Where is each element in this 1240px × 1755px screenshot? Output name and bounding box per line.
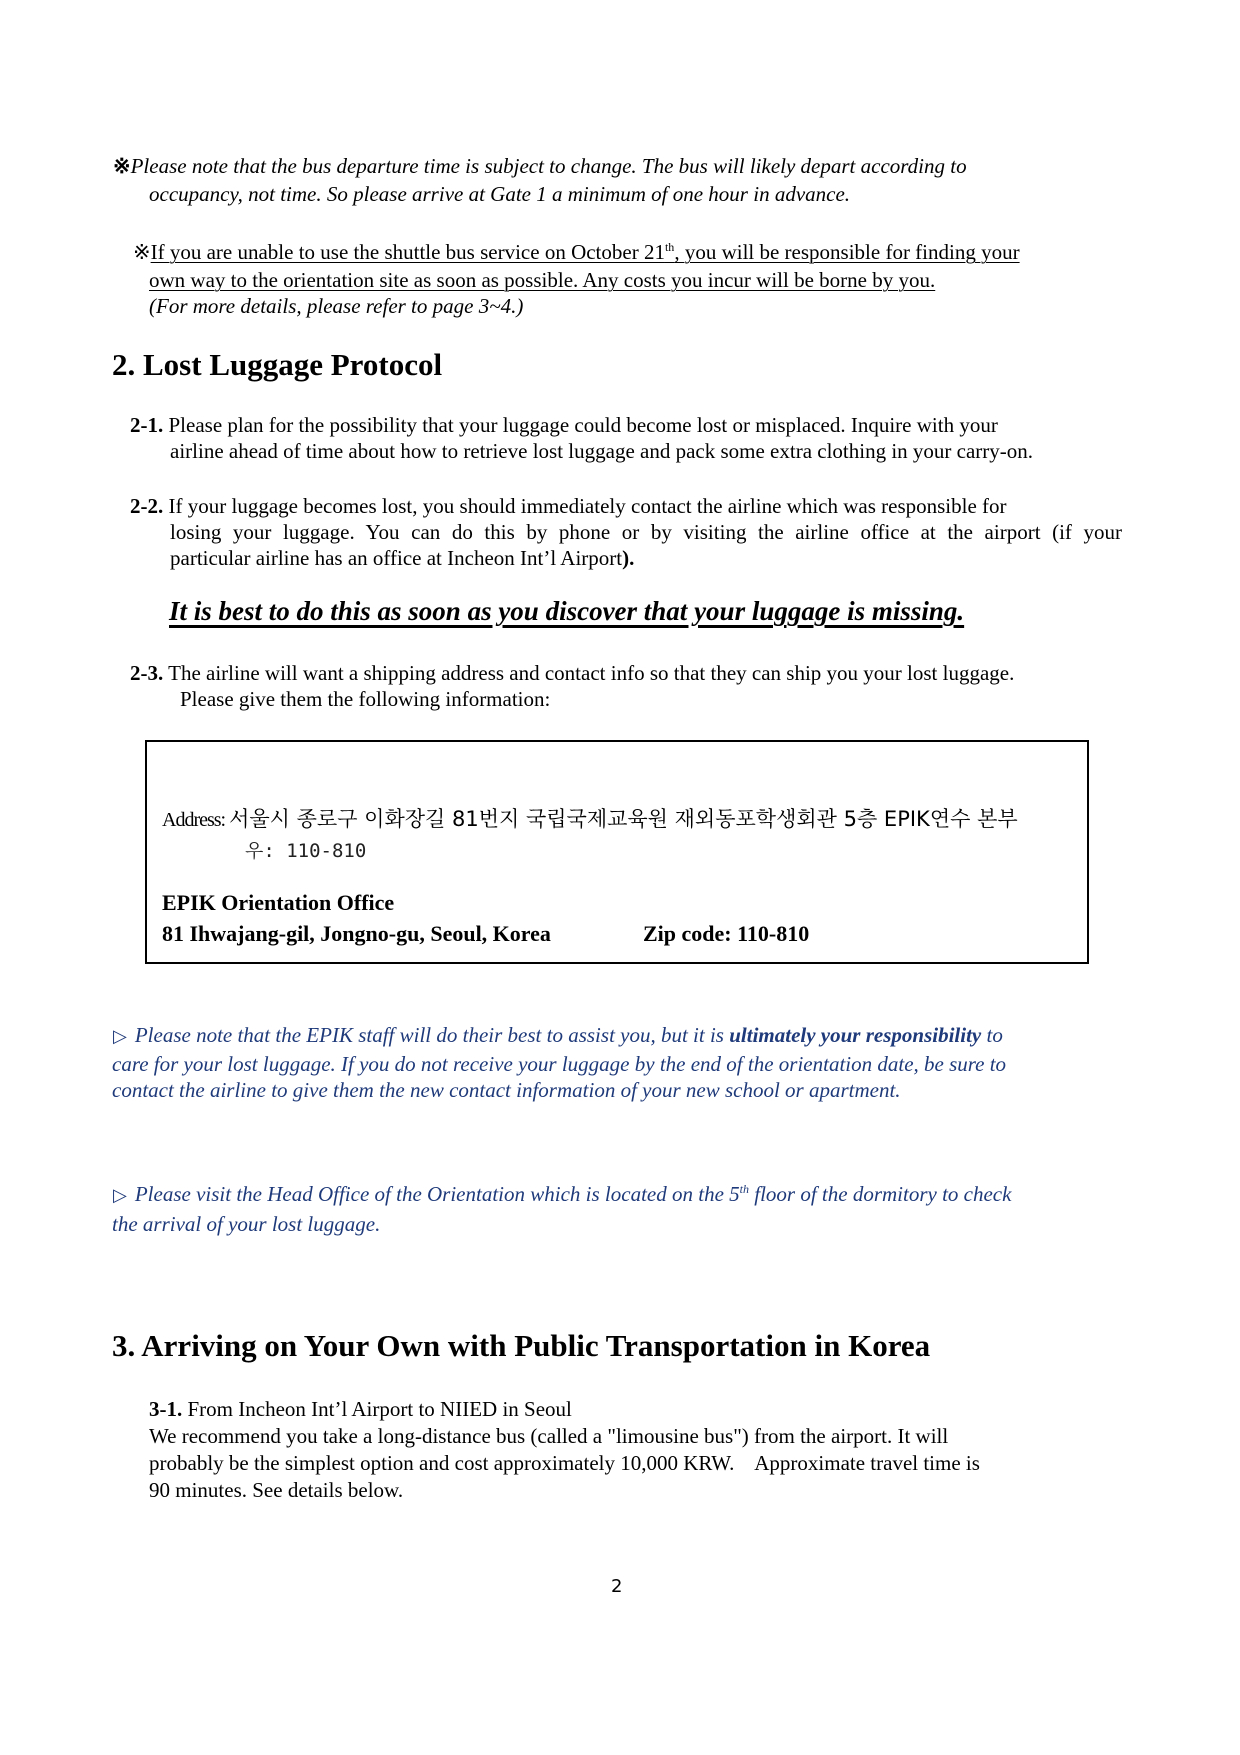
reference-mark-icon: ※	[133, 240, 151, 264]
item-number: 3-1.	[149, 1397, 183, 1421]
shuttle-note	[133, 238, 1133, 266]
triangle-bullet-icon: ▷	[113, 1185, 127, 1206]
notice-responsibility	[113, 1021, 1003, 1051]
item-3-1-line-3: 90 minutes. See details below.	[149, 1478, 404, 1502]
triangle-bullet-icon: ▷	[113, 1026, 127, 1047]
item-2-2-line-2: losing your luggage. You can do this by phone or by visiting the airline office at the airport (if your	[170, 520, 1122, 544]
item-text: particular airline has an office at Incheon Int’l Airport	[170, 546, 623, 570]
shuttle-note-reference: (For more details, please refer to page 3~4.)	[149, 294, 524, 318]
notice-sup: th	[739, 1182, 749, 1196]
item-2-1-line-2: airline ahead of time about how to retrieve lost luggage and pack some extra clothing in your carry-on.	[170, 439, 1034, 463]
notice-text-end: floor of the dormitory to check	[748, 1182, 1012, 1206]
item-number: 2-3.	[130, 661, 164, 685]
shuttle-note-line-2: own way to the orientation site as soon as possible. Any costs you incur will be borne by you.	[149, 268, 936, 292]
bus-departure-note	[113, 152, 1123, 180]
korean-address-line	[162, 803, 1018, 833]
shuttle-note-sup: th	[664, 240, 675, 254]
bus-note-line-2: occupancy, not time. So please arrive at Gate 1 a minimum of one hour in advance.	[149, 182, 851, 206]
notice-head-office	[113, 1180, 1011, 1210]
korean-address: 서울시 종로구 이화장길 81번지 국립국제교육원 재외동포학생회관 5층 EPIK연수 본부	[229, 807, 1018, 831]
page-number: 2	[611, 1576, 623, 1597]
office-name: EPIK Orientation Office	[162, 890, 395, 915]
item-text-end: ).	[622, 546, 635, 570]
item-3-1-line-2: probably be the simplest option and cost approximately 10,000 KRW. Approximate travel time is	[149, 1451, 980, 1475]
item-2-1	[130, 412, 1122, 438]
korean-zip: 우: 110-810	[245, 840, 367, 862]
notice-text-end: to	[981, 1023, 1003, 1047]
item-3-1-line-1: We recommend you take a long-distance bus (called a "limousine bus") from the airport. It will	[149, 1424, 949, 1448]
emphasis-statement: It is best to do this as soon as you discover that your luggage is missing.	[169, 596, 965, 626]
notice-head-office-line-2: the arrival of your lost luggage.	[112, 1212, 381, 1236]
zip-code: Zip code: 110-810	[643, 921, 810, 946]
item-3-1-title	[149, 1396, 572, 1422]
notice-responsibility-line-3: contact the airline to give them the new contact information of your new school or apartment.	[112, 1078, 901, 1102]
section-2-heading: 2. Lost Luggage Protocol	[112, 347, 443, 382]
reference-mark-icon: ※	[113, 154, 131, 178]
bus-note-line-1: Please note that the bus departure time is subject to change. The bus will likely depart according to	[130, 154, 967, 178]
notice-text: Please note that the EPIK staff will do their best to assist you, but it is	[134, 1023, 730, 1047]
item-2-2	[130, 493, 1122, 519]
item-2-2-line-3	[170, 545, 634, 571]
address-label: Address:	[162, 809, 226, 831]
notice-responsibility-line-2: care for your lost luggage. If you do not receive your luggage by the end of the orientation date, be sure to	[112, 1052, 1007, 1076]
item-2-3-line-2: Please give them the following information:	[180, 687, 551, 711]
notice-bold: ultimately your responsibility	[729, 1023, 982, 1047]
english-address: 81 Ihwajang-gil, Jongno-gu, Seoul, Korea	[162, 921, 551, 946]
notice-text: Please visit the Head Office of the Orientation which is located on the 5	[134, 1182, 740, 1206]
item-text: If your luggage becomes lost, you should immediately contact the airline which was responsible for	[168, 494, 1007, 518]
item-text: Please plan for the possibility that your luggage could become lost or misplaced. Inquire with your	[168, 413, 998, 437]
item-number: 2-2.	[130, 494, 164, 518]
section-3-heading: 3. Arriving on Your Own with Public Transportation in Korea	[112, 1328, 931, 1363]
item-title: From Incheon Int’l Airport to NIIED in Seoul	[187, 1397, 572, 1421]
shuttle-note-line-1-pre: If you are unable to use the shuttle bus service on October 21	[150, 240, 665, 264]
item-text: The airline will want a shipping address and contact info so that they can ship you your lost luggage.	[168, 661, 1015, 685]
shuttle-note-line-1-post: , you will be responsible for finding your	[674, 240, 1020, 264]
item-number: 2-1.	[130, 413, 164, 437]
item-2-3	[130, 660, 1122, 686]
